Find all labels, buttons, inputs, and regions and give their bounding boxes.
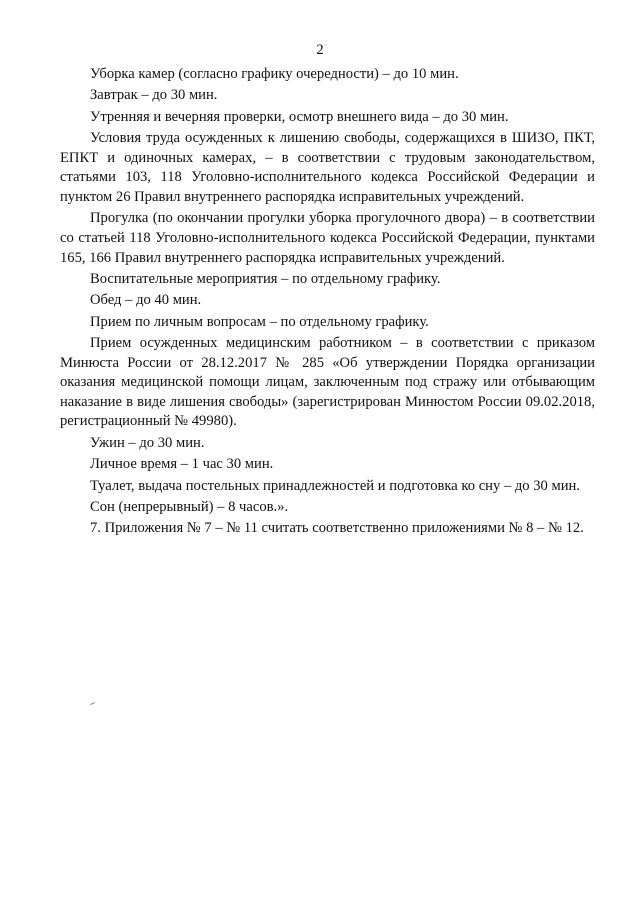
- paragraph-cell-cleaning: Уборка камер (согласно графику очередности) – до 10 мин.: [90, 66, 459, 82]
- paragraph-dinner: Ужин – до 30 мин.: [90, 434, 205, 451]
- document-body: [60, 65, 595, 541]
- paragraph-educational-events: Воспитательные мероприятия – по отдельному графику.: [90, 270, 441, 287]
- paragraph-sleep: Сон (непрерывный) – 8 часов.».: [90, 499, 289, 516]
- paragraph-personal-matters: Прием по личным вопросам – по отдельному графику.: [90, 313, 429, 330]
- paragraph-breakfast: Завтрак – до 30 мин.: [90, 87, 218, 104]
- paragraph-personal-time: Личное время – 1 час 30 мин.: [90, 456, 274, 473]
- paragraph-medical-reception: Прием осужденных медицинским работником – в соответствии с приказом Минюста России от 28.12.2017 № 285 «Об утверждении Порядка организации оказания медицинской помощи лицам, заключенным под стражу или отбывающим наказание в виде лишения свободы» (зарегистрирован Минюстом России 09.02.2018, регистрационный № 49980).: [60, 335, 595, 430]
- paragraph-toilet-bedtime: Туалет, выдача постельных принадлежностей и подготовка ко сну – до 30 мин.: [90, 477, 581, 494]
- paragraph-appendices: 7. Приложения № 7 – № 11 считать соответственно приложениями № 8 – № 12.: [90, 520, 584, 537]
- paragraph-lunch: Обед – до 40 мин.: [90, 292, 202, 309]
- paragraph-walk: Прогулка (по окончании прогулки уборка прогулочного двора) – в соответствии со статьей 118 Уголовно-исполнительного кодекса Российской Федерации, пунктами 165, 166 Правил внутреннего распорядка исправительных учреждений.: [60, 210, 595, 266]
- paragraph-labor-conditions: Условия труда осужденных к лишению свободы, содержащихся в ШИЗО, ПКТ, ЕПКТ и одиночных камерах, – в соответствии с трудовым законодательством, статьями 103, 118 Уголовно-исполнительного кодекса Российской Федерации и пунктом 26 Правил внутреннего распорядка исправительных учреждений.: [60, 130, 595, 205]
- scan-mark: [90, 702, 95, 705]
- paragraph-inspections: Утренняя и вечерняя проверки, осмотр внешнего вида – до 30 мин.: [90, 108, 509, 125]
- page-number: 2: [316, 42, 324, 58]
